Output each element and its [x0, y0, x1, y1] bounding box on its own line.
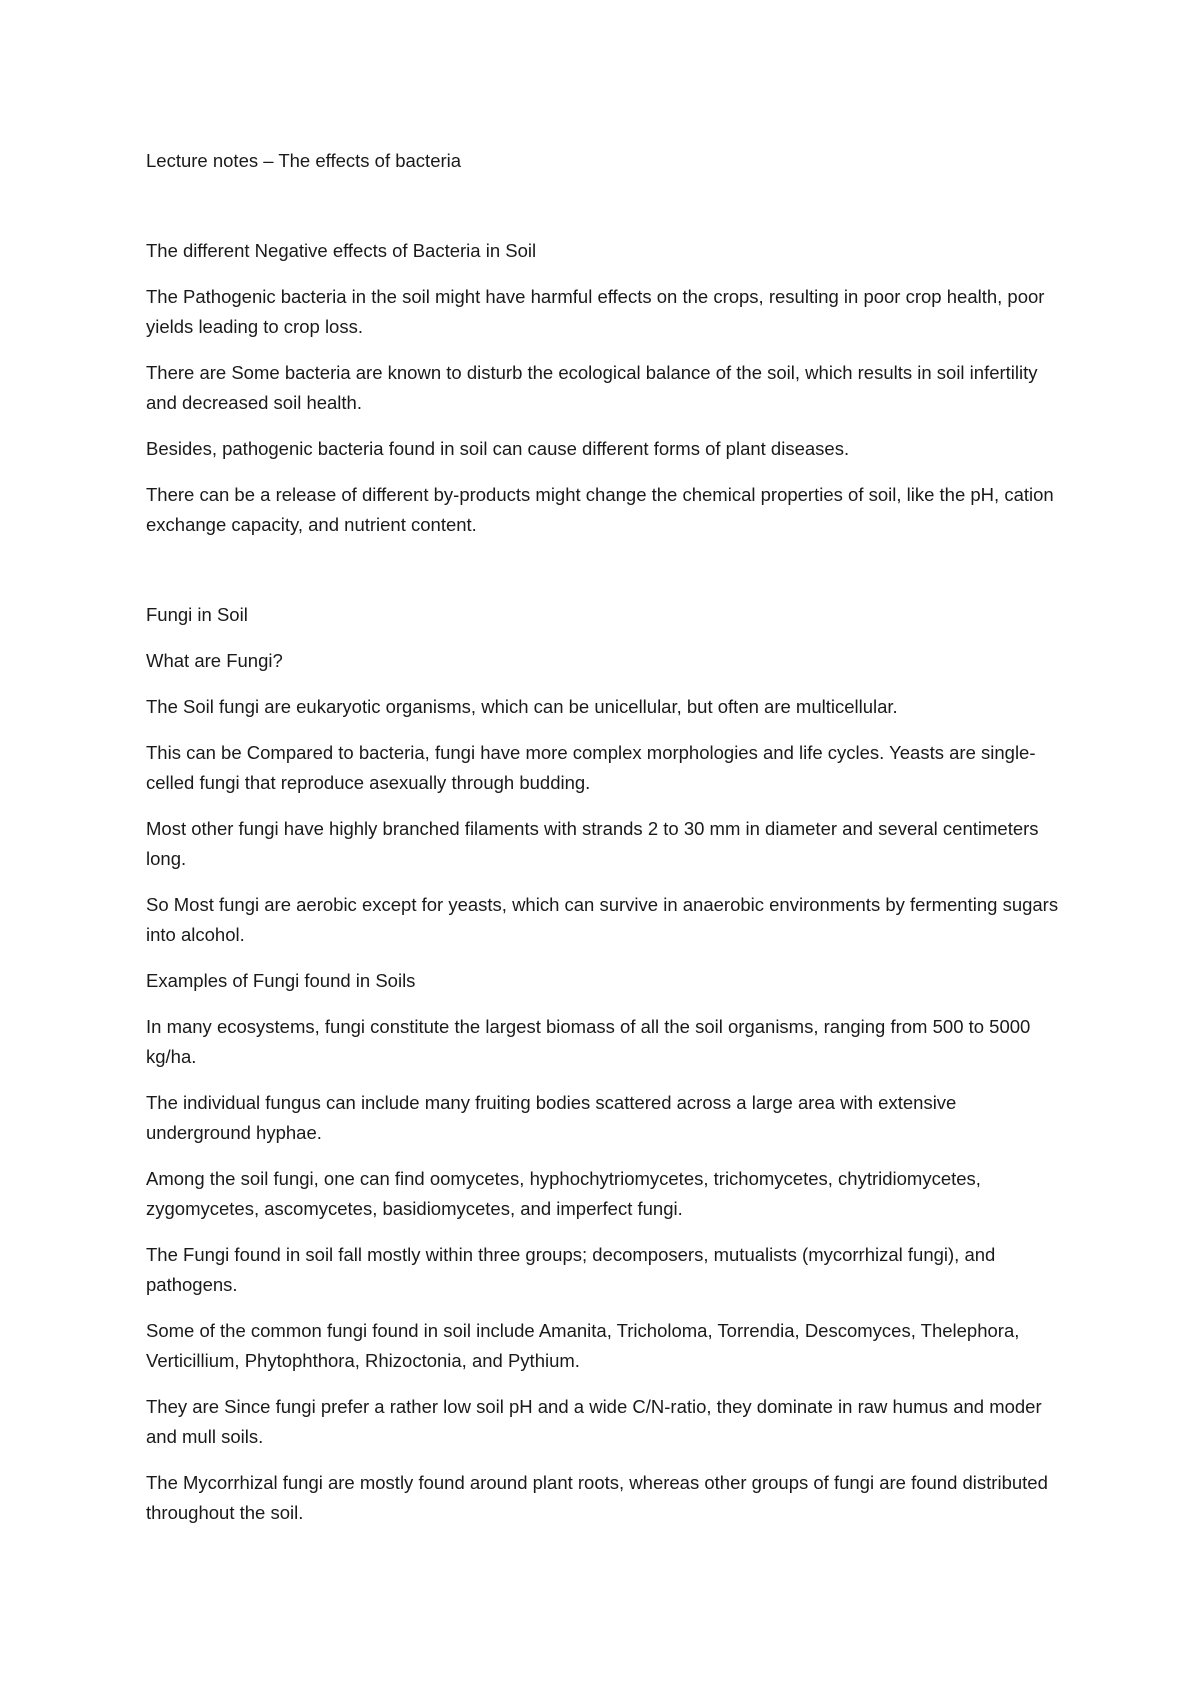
paragraph: Besides, pathogenic bacteria found in soil can cause different forms of plant diseases.	[146, 438, 850, 459]
paragraph: The Pathogenic bacteria in the soil might have harmful effects on the crops, resulting in poor crop health, poor yields leading to crop loss.	[146, 286, 1045, 337]
paragraph: There can be a release of different by-products might change the chemical properties of soil, like the pH, cation exchange capacity, and nutrient content.	[146, 484, 1054, 535]
paragraph: The Soil fungi are eukaryotic organisms, which can be unicellular, but often are multicellular.	[146, 696, 898, 717]
section-heading-fungi: Fungi in Soil	[146, 604, 248, 625]
paragraph: The Mycorrhizal fungi are mostly found around plant roots, whereas other groups of fungi are found distributed throughout the soil.	[146, 1472, 1048, 1523]
section-heading-negative-effects: The different Negative effects of Bacteria in Soil	[146, 240, 537, 261]
paragraph: This can be Compared to bacteria, fungi have more complex morphologies and life cycles. Yeasts are single-celled fungi that reproduce asexually through budding.	[146, 742, 1036, 793]
paragraph: Most other fungi have highly branched filaments with strands 2 to 30 mm in diameter and several centimeters long.	[146, 818, 1039, 869]
paragraph: Among the soil fungi, one can find oomycetes, hyphochytriomycetes, trichomycetes, chytridiomycetes, zygomycetes, ascomycetes, basidiomycetes, and imperfect fungi.	[146, 1168, 981, 1219]
subheading-what-are-fungi: What are Fungi?	[146, 650, 283, 671]
document-body	[146, 146, 1066, 1528]
paragraph: There are Some bacteria are known to disturb the ecological balance of the soil, which results in soil infertility and decreased soil health.	[146, 362, 1038, 413]
document-title: Lecture notes – The effects of bacteria	[146, 150, 462, 171]
paragraph: In many ecosystems, fungi constitute the largest biomass of all the soil organisms, ranging from 500 to 5000 kg/ha.	[146, 1016, 1031, 1067]
paragraph: The Fungi found in soil fall mostly within three groups; decomposers, mutualists (mycorrhizal fungi), and pathogens.	[146, 1244, 996, 1295]
subheading-examples: Examples of Fungi found in Soils	[146, 970, 416, 991]
paragraph: They are Since fungi prefer a rather low soil pH and a wide C/N-ratio, they dominate in raw humus and moder and mull soils.	[146, 1396, 1042, 1447]
paragraph: The individual fungus can include many fruiting bodies scattered across a large area with extensive underground hyphae.	[146, 1092, 957, 1143]
paragraph: Some of the common fungi found in soil include Amanita, Tricholoma, Torrendia, Descomyces, Thelephora, Verticillium, Phytophthora, Rhizoctonia, and Pythium.	[146, 1320, 1020, 1371]
paragraph: So Most fungi are aerobic except for yeasts, which can survive in anaerobic environments by fermenting sugars into alcohol.	[146, 894, 1059, 945]
